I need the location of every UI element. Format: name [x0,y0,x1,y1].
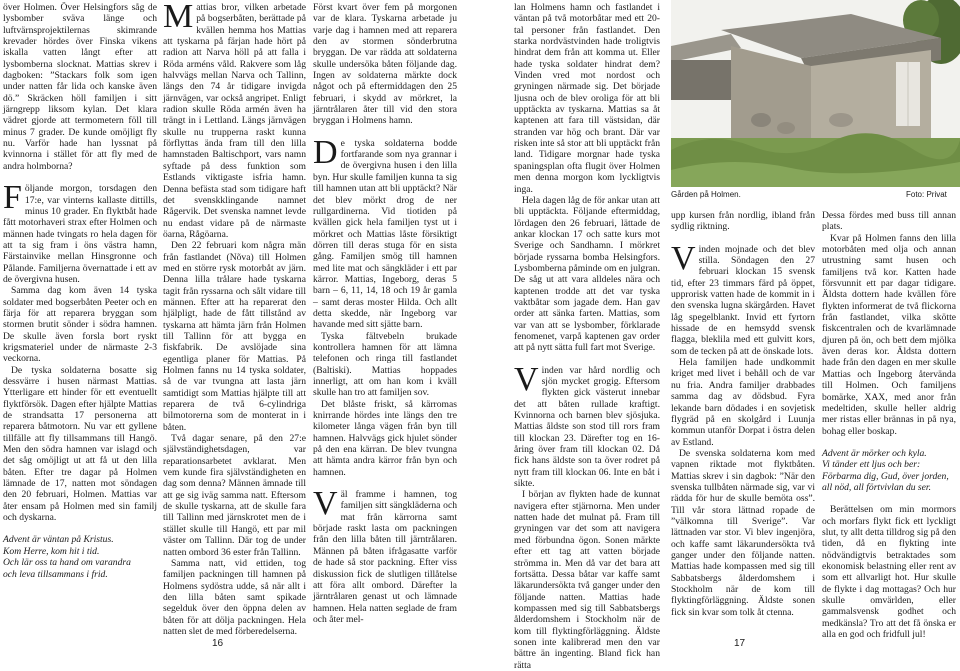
paragraph: över Holmen. Över Helsingfors såg de lysbomber sväva länge och luftvärnsprojektilernas skimrande krevader hördes över Finska vikens iskalla vatten långt efter att lysbomberna slocknat. Mattias skrev i dagboken: ”Stackars folk som igen under natten får lida och kanske även dö.” Skräcken höll familjen i sitt järngrepp liksom kylan. Det klara vädret gjorde att termometern föll till minus 7 grader. De kunde omöjligt fly nu. Varför hade han lyssnat på kvinnorna i stället för att fly med de andra holmborna? [3,2,157,172]
article-column-6 [822,210,956,640]
article-column-2 [163,2,306,637]
article-column-5 [671,210,815,618]
paragraph [163,2,306,240]
paragraph: Den 22 februari kom några män från fastlandet (Nõva) till Holmen med en större rysk motorbåt av järn. Denna lilla trålare hade tyskarna tagit från ryssarna och sålt vidare till männen. Efter att ha reparerat den hjälpligt, hade de fått tillstånd av tyskarna att hämta järn från Holmen till Tallinn för att bygga en fiskfabrik. De avslöjade sina egentliga planer för Mattias. På Holmen fanns nu 14 tyska soldater, så de var tvungna att lasta järn samtidigt som Mattias hjälpte till att reparera de två 6-cylindriga bilmotorerna som de monterat in i båten. [163,240,306,433]
paragraph: Två dagar senare, på den 27:e självständighetsdagen, var reparationsarbetet avklarat. Men vem kunde fira självständigheten en dag som denna? Männen ämnade till att ge sig iväg samma natt. Eftersom de skulle tyskarna, att de skulle fara till Tallinn med järnskrotet men de i stället skulle till Hangö, ett par mil väster om Tallinn. Där tog de under natten ombord 36 ester från Tallinn. [163,433,306,558]
drop-cap: D [313,133,338,171]
farm-photo [671,0,960,187]
photo-caption: Gården på Holmen. [671,190,741,199]
paragraph [514,360,660,490]
paragraph: upp kursen från nordlig, ibland från sydlig riktning. [671,210,815,233]
page-number-right: 17 [734,638,746,649]
poem-line: Förbarma dig, Gud, över jorden, [822,470,949,482]
paragraph: Hela dagen låg de för ankar utan att bli upptäckta. Följande eftermiddag, lördagen den 26 februari, lättade de ankar klockan 17 och satte kurs mot Sverige och Sandhamn. I mörkret började ryssarna bomba Helsingfors. Lysbomberna påminde om en julgran. De såg ut att vara alldeles nära och kaptenen trodde att det var tyska vaktbåtar som jagade dem. Han gav order att sänka farten. Mattias, som var van att se lysbomber, förklarade fenomenet, varpå kaptenen gav order att på nytt sätta full fart mot Sverige. [514,194,660,354]
drop-cap: V [514,360,539,398]
poem-line: Vi tänder ett ljus och ber: [822,459,921,471]
paragraph: Samma natt, vid ettiden, tog familjen packningen till hamnen på Holmens sydöstra udde, så när allt i den lilla båten samt spikade segelduk över den öppna delen av båten för att dölja packningen. Hela natten slet de med förberedelserna. [163,557,306,637]
paragraph: Samma dag kom även 14 tyska soldater med bogserbåten Peeter och en färja för att reparera bryggan som stormen brutit sönder i södra hamnen. De skulle även forsla bort ryskt krigsmateriel under de närmaste 2-3 veckorna. [3,285,157,365]
poem-line: och leva tillsammans i frid. [3,568,108,580]
paragraph-text: äl framme i hamnen, tog familjen sitt sängkläderna och mat från kärrorna samt började raskt lasta om packningen från den lilla båten till järntrålaren. Männen på båten ifrågasatte varför de hade så stor packning. Efter viss diskussion fick de slutligen tillåtelse att föra allt ombord. Därefter la järntrålaren genast ut och lämnade hamnen. Hela natten seglade de fram och åter mel- [313,489,457,625]
paragraph [313,133,457,331]
paragraph: De tyska soldaterna bosatte sig dessvärre i husen närmast Mattias. Ytterligare ett hinder för ett eventuellt flyktförsök. Dagen efter hjälpte Mattias de strandsatta 17 personerna att reparera båtmotorn. Nu var ett gyllene tillfälle att fly tillsammans till Hangö. Men den södra hamnen var islagd och det såg omöjligt ut att få ut den lilla båten. Efter tre dagar på Holmen lämnade de 17, natten mot söndagen den 20 februari, Holmen. Mattias var åter ensam på Holmen med sin familj och dyskarna. [3,364,157,524]
poem-line: Advent är väntan på Kristus. [3,534,114,546]
paragraph: I början av flykten hade de kunnat navigera efter stjärnorna. Men under natten hade det mulnat på. Fram till gryningen var det som att navigera med förbundna ögon. Sonen märkte efter ett tag att vatten började strömma in. Men då var det bara att fortsätta. Dessa båtar var kaffe samt läkarundersökta två ganger under den följande natten. Mattias hade kompassen med sig till Sabbatsbergs ålderdomshem i Stockholm när de kom till flyktingförläggning. Äldste sonen inte kalibrerad men den var bättre än ingenting. Bland fick han rätta [514,489,660,671]
article-column-1 [3,2,157,580]
page-number-left: 16 [212,638,224,649]
poem-line: Kom Herre, kom hit i tid. [3,545,100,557]
paragraph: lan Holmens hamn och fastlandet i väntan på två motorbåtar med ett 20-tal personer från fastlandet. Den starka nordvästvinden hade troligtvis hindrat dem från att komma ut. Eller hade tyska soldater hindrat dem? Vinden vred mot nordost och gryningen närmade sig. Det började ljusna och de blev oroliga för att bli upptäckta av tyskarna. Mattias sa åt kaptenen att fara till västsidan, där stranden var hög och brant. Där var risken inte så stor att bli upptäckt från land. Tidigare morgnar hade tyska spaningsplan ofta flugit över Holmen men denna morgon kom lyckligtvis inga. [514,2,660,195]
paragraph [3,179,157,285]
photo-credit: Foto: Privat [906,190,947,199]
drop-cap: M [163,0,194,35]
poem-stanza [822,448,956,493]
drop-cap: V [671,239,696,277]
farm-photo-image [671,0,960,187]
poem-stanza [3,534,157,579]
paragraph: Berättelsen om min mormors och morfars flykt fick ett lyckligt slut, ty allt detta tilldrog sig på den tiden, då en flykting inte nödvändigtvis betraktades som ekonomisk belastning eller rent av som ett allvarligt hot. Hur skulle de flykte i dag mottagas? Och hur skulle omvärlden, eller gammalsvensk godhet och medkänsla? Tro att det få önska er alla en god och fridfull jul! [822,504,956,641]
poem-line: all nöd, all förtvivlan du ser. [822,481,931,493]
paragraph: Hela familjen hade undkommit kriget med livet i behåll och de var nu fria. Andra familjer drabbades samma dag av dödsbud. Fyra lekande barn dödades i en sovjetisk flygräd på en skolgård i Luunja kommun utanför Dorpat i östra delen av Estland. [671,357,815,448]
paragraph-text: inden var hård nordlig och sjön mycket grogig. Eftersom flykten gick västerut innebar det att båten rullade kraftigt. Kvinnorna och barnen blev sjösjuka. Mattias åldste son stod till rors fram till klockan 23. Därefter tog en 16-åring över fram till klockan 02. Då fick hans äldste son ta över rodret på nytt fram till klockan 06. Inte en båt i sikte. [514,364,660,490]
paragraph: Det blåste friskt, så kärromas knirrande hördes inte längs den tre kilometer långa vägen från byn till hamnen. Halvvägs gick hjulet sönder på den ena kärran. De blev tvungna att hämta andra kärror från byn och hamnen. [313,398,457,478]
article-column-3 [313,2,457,625]
paragraph-text: öljande morgon, torsdagen den 17:e, var vinterns kallaste dittills, minus 10 grader. En flyktbåt hade fått motorhaveri strax efter Holmen och männen hade tvingats ro hela dagen för att ta sig fram i öns västra hamn, Färstainvike mellan Hinsgronne och Pålande. Familjerna övernattade i ett av de övergivna husen. [3,183,157,285]
poem-line: Advent är mörker och kyla. [822,447,927,459]
article-column-4 [514,2,660,671]
paragraph: Dessa fördes med buss till annan plats. [822,210,956,233]
paragraph: Kvar på Holmen fanns den lilla motorbåten med olja och annan utrustning samt husen och familjens två kor. Katten hade försvunnit ett par dagar tidigare. Äldsta dottern hade kvällen före flykten informerat de två flickorna från fastlandet, vilka skötte fiskcentralen och de kvarlämnade djuren på ön, och bett dem mjölka även deras kor. Äldsta dottern hade från den dagen en mer skulle Mattias och Ingeborg återvända till Holmen. Och familjens bomärke, XAX, med anor från medeltiden, skulle heller aldrig mer ristas eller brännas in på nya, bohag eller boskap. [822,232,956,437]
paragraph-text: e tyska soldaterna bodde fortfarande som nya grannar i de övergivna husen i den lilla byn. Hur skulle familjen kunna ta sig till hamnen utan att bli upptäckt? När det blev mörkt drog de ner rullgardinerna. Vid tiotiden på kvällen gick hela familjen tyst ut i mörkret och Mattias låste försiktigt dörren till deras stuga för en sista gång. Familjen smög till hamnen med lite mat och sängkläder i ett par kärror. Mattias, Ingeborg, deras 5 barn – 6, 11, 14, 18 och 19 år gamla – samt deras moster Hilda. Och allt detta skedde, när Ingeborg var havande med sitt sjätte barn. [313,137,457,331]
paragraph-text: attias bror, vilken arbetade på bogserbåten, berättade på kvällen hemma hos Mattias att tyskarna på färjan hade hört på radion att Narva höll på att falla i Röda arméns våld. Rakvere som låg halvvägs mellan Narva och Tallinn, längs den 74 år tidigare invigda järnvägen, var också angripet. Enligt radion skulle Röda armén även ha trängt in i Lettland. Längs järnvägen skulle nu trupperna raskt kunna förflyttas ända fram till den lilla hamnstaden Baltischport, vars namn syftade på dess funktion som Estlands viktigaste isfria hamn. Denna befästa stad som tidigare haft det svenskklingande namnet Rågervik. Det svenska namnet levde nu endast vidare på de närmaste öarna, Rågöarna. [163,2,306,240]
poem-line: Och lär oss ta hand om varandra [3,557,131,569]
drop-cap: V [313,485,338,523]
paragraph: Först kvart över fem på morgonen var de klara. Tyskarna arbetade ju varje dag i hamnen med att reparera den av stormen sönderbrutna bryggan. De var rädda att soldaterna skulle undersöka båten följande dag. Ingen av soldaterna märkte dock något och på eftermiddagen den 25 februari, i skydd av mörkret, la järntrålaren åter till vid den stora bryggan i Holmens hamn. [313,2,457,127]
paragraph [313,485,457,625]
paragraph: De svenska soldaterna kom med vapnen riktade mot flyktbåten. Mattias skrev i sin dagbok: ”När den svenska tullbåten närmade sig, var vi rädda för hur de skulle bemöta oss”. Till vår stora lättnad ropade de ”välkomna till Sverige”. Var lättnaden var stor. Vi blev ingenjöra, och kaffe samt läkarundersökta två ganger under den följande natten. Mattias hade kompassen med sig till Sabbatsbergs ålderdomshem i Stockholm när de kom till flyktingförläggning. Äldste sonen fick sin kvar som tolk åt ctenna. [671,447,815,618]
paragraph: Tyska fältvebeln brukade kontrollera hamnen för att lämna telefonen och ringa till fastlandet (Baltiski). Mattias hoppades innerligt, att om han kom i kväll skulle han tro att familjen sov. [313,330,457,399]
paragraph-text: inden mojnade och det blev stilla. Söndagen den 27 februari klockan 15 svensk tid, efter 23 timmars färd på öppet, upprorisk vatten hade de kommit in i den svenska lugna skärgården. Havet låg spegelblankt. Invid ett fyrtorn hissade de en hemsydd svensk flagga, bleklila med ett gulvitt kors, som de tecken på att de önskade lots. [671,243,815,357]
drop-cap: F [3,179,22,217]
paragraph [671,239,815,357]
